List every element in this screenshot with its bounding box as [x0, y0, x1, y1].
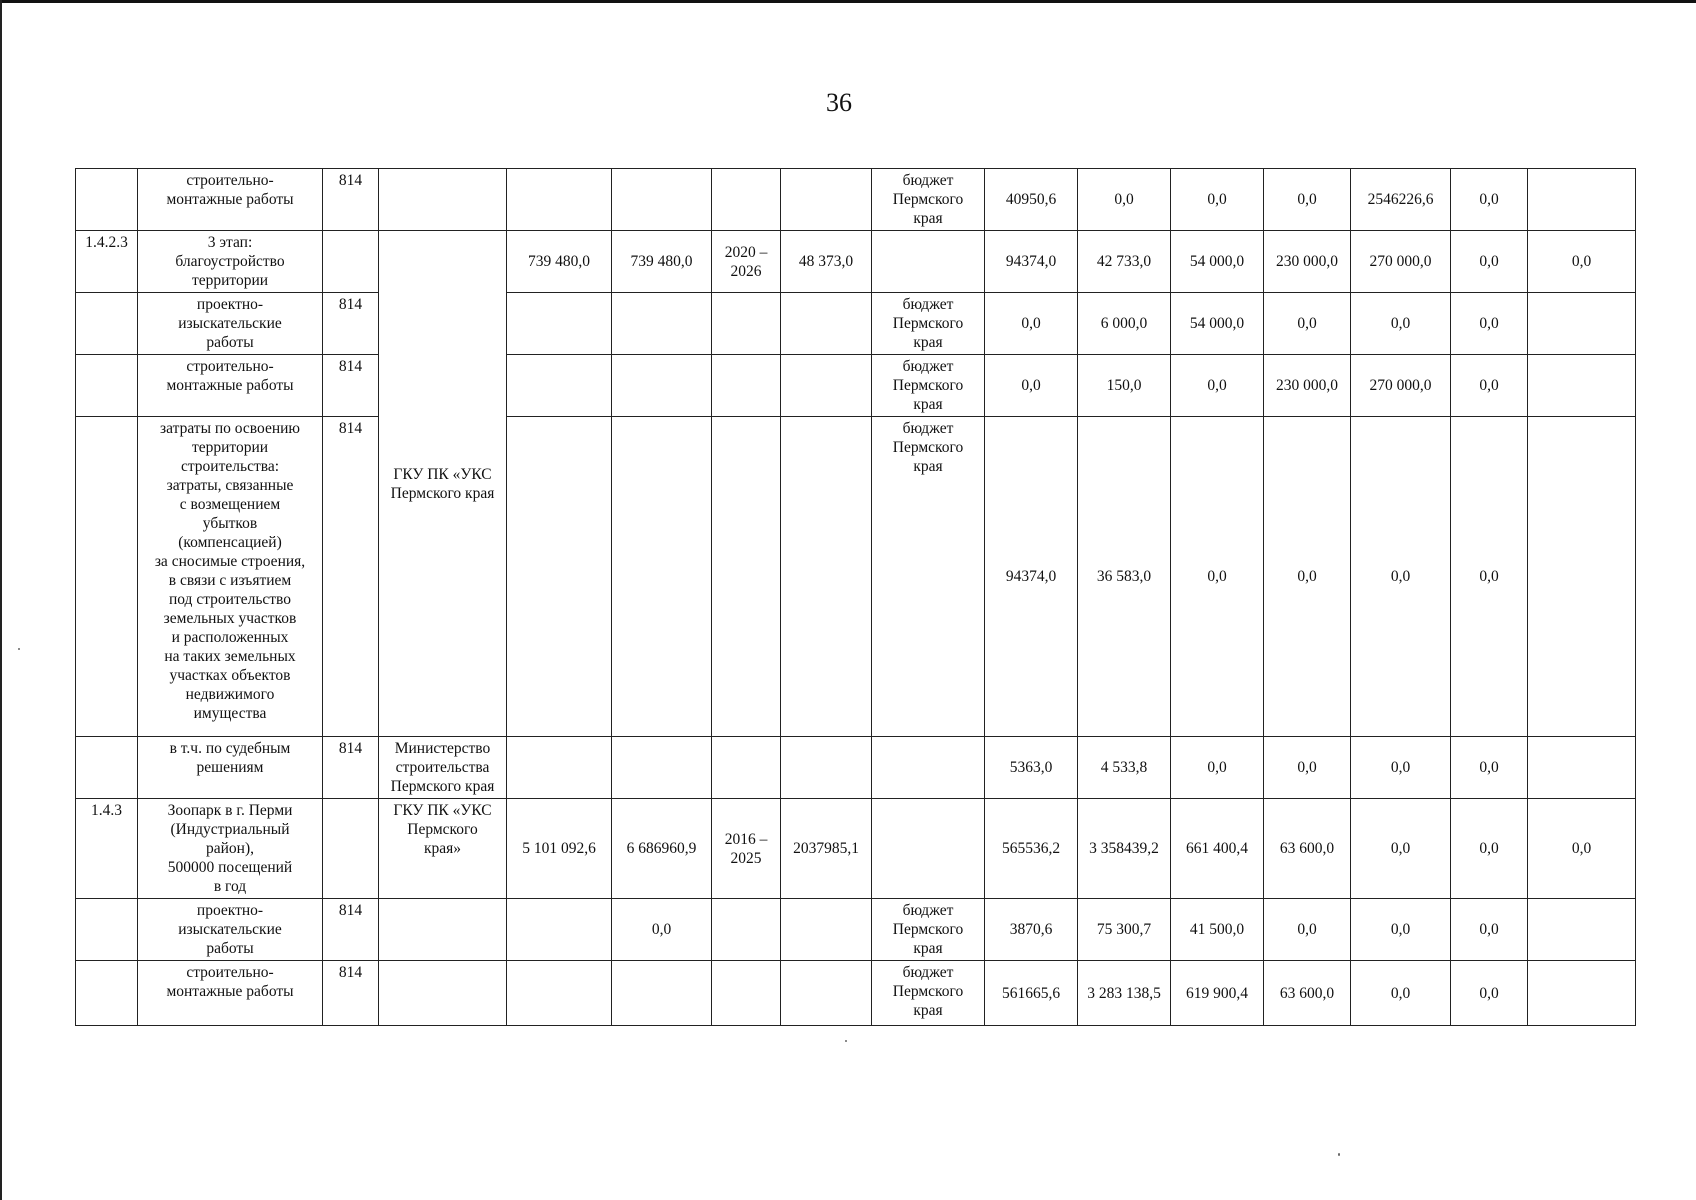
table-cell: ГКУ ПК «УКС Пермского края [379, 231, 507, 737]
table-cell: 0,0 [1264, 899, 1351, 961]
table-cell: 814 [323, 355, 379, 417]
table-cell: 0,0 [1264, 417, 1351, 737]
table-cell: 0,0 [1451, 899, 1528, 961]
table-cell [612, 737, 712, 799]
table-cell [781, 737, 872, 799]
table-cell: 0,0 [1451, 293, 1528, 355]
table-cell: 0,0 [1451, 355, 1528, 417]
table-cell: Министерство строительства Пермского края [379, 737, 507, 799]
table-cell [379, 961, 507, 1026]
table-cell: 0,0 [1264, 169, 1351, 231]
table-cell [712, 961, 781, 1026]
table-cell: 94374,0 [985, 231, 1078, 293]
table-cell: 0,0 [1451, 737, 1528, 799]
table-cell: 0,0 [1451, 169, 1528, 231]
table-row [76, 355, 1636, 417]
table-cell [1528, 737, 1636, 799]
table-cell [781, 899, 872, 961]
table-cell: 0,0 [1451, 799, 1528, 899]
table-cell [1528, 169, 1636, 231]
table-cell: 739 480,0 [507, 231, 612, 293]
table-cell: 0,0 [985, 293, 1078, 355]
table-cell [379, 899, 507, 961]
table-cell [712, 355, 781, 417]
table-cell: проектно- изыскательские работы [138, 899, 323, 961]
table-cell: строительно- монтажные работы [138, 169, 323, 231]
table-cell: 814 [323, 417, 379, 737]
table-row [76, 169, 1636, 231]
table-cell [76, 737, 138, 799]
table-cell [781, 169, 872, 231]
table-cell: 565536,2 [985, 799, 1078, 899]
table-cell: 814 [323, 961, 379, 1026]
table-cell [872, 231, 985, 293]
table-cell: 2546226,6 [1351, 169, 1451, 231]
table-cell: ГКУ ПК «УКС Пермского края» [379, 799, 507, 899]
table-cell: Зоопарк в г. Перми (Индустриальный район), 500000 посещений в год [138, 799, 323, 899]
table-cell [76, 355, 138, 417]
table-row [76, 231, 1636, 293]
table-cell [1528, 417, 1636, 737]
table-cell: 0,0 [1171, 737, 1264, 799]
table-cell [612, 169, 712, 231]
table-row [76, 899, 1636, 961]
table-cell [379, 169, 507, 231]
table-cell: 230 000,0 [1264, 355, 1351, 417]
table-cell [323, 231, 379, 293]
table-cell [507, 355, 612, 417]
table-cell: затраты по освоению территории строительства: затраты, связанные с возмещением убытков (компенсацией) за сносимые строения, в связи с изъятием под строительство земельных участков и расположенных на таких земельных участках объектов недвижимого имущества [138, 417, 323, 737]
table-cell: бюджет Пермского края [872, 355, 985, 417]
table-cell: 814 [323, 169, 379, 231]
table-cell: 0,0 [1351, 961, 1451, 1026]
table-cell: 150,0 [1078, 355, 1171, 417]
table-cell: 0,0 [1264, 737, 1351, 799]
table-row [76, 417, 1636, 737]
table-cell [781, 355, 872, 417]
table-cell: 0,0 [1171, 417, 1264, 737]
table-cell: 0,0 [1528, 799, 1636, 899]
table-cell [507, 737, 612, 799]
table-cell: 1.4.3 [76, 799, 138, 899]
table-cell: 0,0 [1451, 961, 1528, 1026]
table-cell: бюджет Пермского края [872, 169, 985, 231]
table-cell: 270 000,0 [1351, 355, 1451, 417]
table-cell: 5363,0 [985, 737, 1078, 799]
scan-edge-left [0, 0, 2, 1200]
scan-speck [845, 1040, 847, 1042]
table-cell: 63 600,0 [1264, 961, 1351, 1026]
table-cell: 42 733,0 [1078, 231, 1171, 293]
table-cell [781, 293, 872, 355]
table-cell: 0,0 [612, 899, 712, 961]
table-cell: 270 000,0 [1351, 231, 1451, 293]
table-cell [612, 293, 712, 355]
table-row [76, 961, 1636, 1026]
table-cell [781, 417, 872, 737]
table-cell: бюджет Пермского края [872, 417, 985, 737]
table-cell [712, 417, 781, 737]
table-cell [712, 737, 781, 799]
table-cell: 0,0 [1451, 231, 1528, 293]
table-cell: 3870,6 [985, 899, 1078, 961]
table-cell: 3 этап: благоустройство территории [138, 231, 323, 293]
table-cell: 814 [323, 899, 379, 961]
table-cell: 0,0 [1078, 169, 1171, 231]
table-cell: 63 600,0 [1264, 799, 1351, 899]
table-cell: 36 583,0 [1078, 417, 1171, 737]
table-cell: бюджет Пермского края [872, 293, 985, 355]
scan-edge-top [0, 0, 1696, 3]
table-cell [507, 899, 612, 961]
table-cell [1528, 899, 1636, 961]
table-row [76, 737, 1636, 799]
table-cell [507, 961, 612, 1026]
table-cell: 661 400,4 [1171, 799, 1264, 899]
table-cell: 561665,6 [985, 961, 1078, 1026]
table-cell: 94374,0 [985, 417, 1078, 737]
table-cell [612, 417, 712, 737]
table-cell: в т.ч. по судебным решениям [138, 737, 323, 799]
table-cell: строительно- монтажные работы [138, 355, 323, 417]
table-cell: 40950,6 [985, 169, 1078, 231]
table-cell: 0,0 [985, 355, 1078, 417]
table-cell: 0,0 [1351, 737, 1451, 799]
table-cell [76, 293, 138, 355]
table-cell [76, 961, 138, 1026]
table-cell: проектно- изыскательские работы [138, 293, 323, 355]
table-cell: 6 000,0 [1078, 293, 1171, 355]
table-cell: 619 900,4 [1171, 961, 1264, 1026]
scan-speck [18, 648, 20, 650]
table-cell [507, 293, 612, 355]
table-cell: 0,0 [1264, 293, 1351, 355]
table-cell [712, 293, 781, 355]
table-cell [76, 169, 138, 231]
table-cell [76, 899, 138, 961]
table-cell: 48 373,0 [781, 231, 872, 293]
table-cell: 0,0 [1351, 293, 1451, 355]
table-cell: 6 686960,9 [612, 799, 712, 899]
table-row [76, 293, 1636, 355]
table-cell [781, 961, 872, 1026]
table-cell: 5 101 092,6 [507, 799, 612, 899]
table-cell [712, 899, 781, 961]
table-cell: 0,0 [1351, 417, 1451, 737]
table-cell: 75 300,7 [1078, 899, 1171, 961]
table-cell: 2037985,1 [781, 799, 872, 899]
table-cell: 54 000,0 [1171, 231, 1264, 293]
table-cell: 739 480,0 [612, 231, 712, 293]
table-cell [1528, 355, 1636, 417]
table-cell: 41 500,0 [1171, 899, 1264, 961]
table-cell [612, 961, 712, 1026]
page-number: 36 [826, 88, 852, 117]
table-cell: 0,0 [1171, 355, 1264, 417]
scan-speck [1338, 1153, 1340, 1156]
table-cell: 0,0 [1351, 899, 1451, 961]
table-cell: бюджет Пермского края [872, 899, 985, 961]
table-cell: 1.4.2.3 [76, 231, 138, 293]
table-cell [76, 417, 138, 737]
table-cell: 2020 – 2026 [712, 231, 781, 293]
table-cell: 0,0 [1528, 231, 1636, 293]
table-cell [612, 355, 712, 417]
table-row [76, 799, 1636, 899]
budget-table [75, 168, 1636, 1026]
table-cell: 4 533,8 [1078, 737, 1171, 799]
table-cell: 814 [323, 293, 379, 355]
table-cell [323, 799, 379, 899]
table-cell: 0,0 [1171, 169, 1264, 231]
table-cell: 0,0 [1451, 417, 1528, 737]
table-cell [507, 169, 612, 231]
table-cell: 0,0 [1351, 799, 1451, 899]
table-cell [872, 737, 985, 799]
table-cell: 3 283 138,5 [1078, 961, 1171, 1026]
table-cell: 2016 – 2025 [712, 799, 781, 899]
table-cell: 54 000,0 [1171, 293, 1264, 355]
table-cell: 814 [323, 737, 379, 799]
table-cell: строительно- монтажные работы [138, 961, 323, 1026]
table-cell: 3 358439,2 [1078, 799, 1171, 899]
table-cell: 230 000,0 [1264, 231, 1351, 293]
table-cell [1528, 961, 1636, 1026]
table-cell [507, 417, 612, 737]
table-cell: бюджет Пермского края [872, 961, 985, 1026]
table-cell [712, 169, 781, 231]
table-cell [1528, 293, 1636, 355]
table-cell [872, 799, 985, 899]
